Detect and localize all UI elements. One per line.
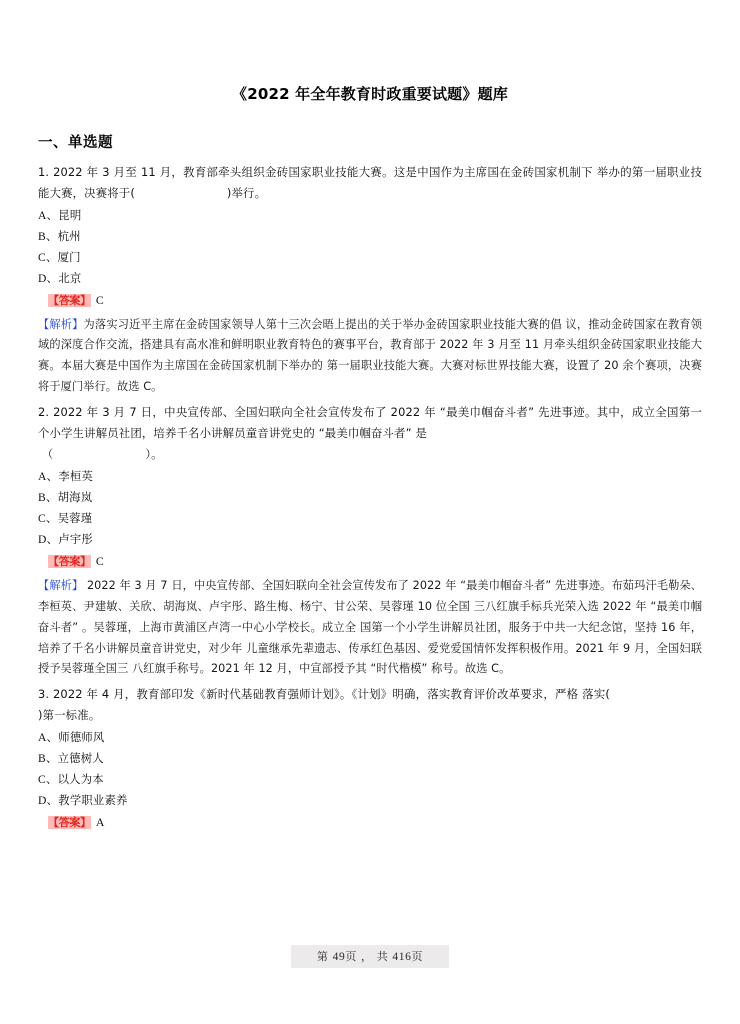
option-letter: A、	[38, 470, 59, 484]
current-page-number: 49	[332, 951, 346, 963]
option-letter: C、	[38, 772, 58, 786]
answer-row	[38, 550, 702, 574]
answer-row	[38, 811, 702, 835]
option-letter: A、	[38, 730, 59, 744]
option-a[interactable]	[38, 727, 702, 748]
option-d[interactable]	[38, 790, 702, 811]
option-text: 北京	[58, 270, 82, 285]
analysis-tag: 【解析】	[38, 579, 84, 593]
option-letter: B、	[38, 751, 58, 765]
question-stem-text: 3. 2022 年 4 月，教育部印发《新时代基础教育强师计划》。《计划》明确，落实教育评价改革要求，严格 落实(	[38, 687, 610, 702]
footer-suffix: 页	[411, 950, 424, 963]
option-a[interactable]	[38, 205, 702, 226]
answer-value: C	[95, 292, 104, 307]
section-heading-single-choice: 一、单选题	[38, 135, 113, 151]
option-text: 厦门	[57, 249, 81, 264]
answer-tag: 【答案】	[48, 555, 91, 569]
analysis-text: 为落实习近平主席在金砖国家领导人第十三次会晤上提出的关于举办金砖国家职业技能大赛的倡 议，推动金砖国家在教育领域的深度合作交流，搭建具有高水准和鲜明职业教育特色的赛事平台，教育部于 2022 年 3 月至 11 月牵头组织金砖国家职业技能大赛。本届大赛是中国作为主席国在金砖国家机制下举办的 第一届职业技能大赛。大赛对标世界技能大赛，设置了 20 余个赛项，决赛将于厦门举行。故选 C。	[38, 317, 702, 394]
question-stem	[38, 684, 702, 726]
option-text: 昆明	[58, 207, 82, 222]
option-b[interactable]	[38, 487, 702, 508]
option-text: 吴蓉瑾	[57, 511, 93, 526]
option-d[interactable]	[38, 529, 702, 550]
question-stem-text: 1. 2022 年 3 月至 11 月，教育部牵头组织金砖国家职业技能大赛。这是中国作为主席国在金砖国家机制下 举办的第一届职业技能大赛，决赛将于(	[38, 165, 702, 200]
option-text: 师德师风	[58, 729, 105, 744]
option-text: 立德树人	[57, 750, 104, 765]
option-text: 以人为本	[57, 771, 104, 786]
page-title: 《2022 年全年教育时政重要试题》题库	[232, 85, 508, 103]
option-letter: B、	[38, 229, 58, 243]
option-b[interactable]	[38, 226, 702, 247]
option-list	[38, 727, 702, 811]
page-footer	[0, 945, 740, 968]
answer-tag: 【答案】	[48, 293, 91, 307]
question-block	[38, 402, 702, 680]
question-stem	[38, 402, 702, 444]
question-stem-text: 2. 2022 年 3 月 7 日，中央宣传部、全国妇联向全社会宣传发布了 2022 年 “最美巾帼奋斗者” 先进事迹。其中，成立全国第一个小学生讲解员社团，培养千名小讲解员童音讲党史的 “最美巾帼奋斗者” 是	[38, 404, 702, 440]
footer-prefix: 第	[316, 950, 333, 963]
option-a[interactable]	[38, 466, 702, 487]
analysis-text: 2022 年 3 月 7 日，中央宣传部、全国妇联向全社会宣传发布了 2022 年 “最美巾帼奋斗者” 先进事迹。布茹玛汗毛勒朵、李桓英、尹建敏、关欣、胡海岚、卢宇彤、路生梅、杨宁、甘公荣、吴蓉瑾 10 位全国 三八红旗手标兵光荣入选 2022 年 “最美巾帼奋斗者” 。吴蓉瑾，上海市黄浦区卢湾一中心小学校长。成立全 国第一个小学生讲解员社团，服务于中共一大纪念馆，坚持 16 年，培养了千名小讲解员童音讲党史，对少年 儿童继承先辈遗志、传承红色基因、爱党爱国情怀发挥积极作用。2021 年 9 月，全国妇联授予吴蓉瑾全国三 八红旗手称号。2021 年 12 月，中宣部授予其 “时代楷模” 称号。故选 C。	[38, 579, 702, 676]
answer-value: A	[95, 815, 105, 830]
analysis-tag: 【解析】	[38, 317, 84, 331]
footer-middle: 页 ， 共	[345, 950, 393, 963]
analysis-paragraph	[38, 576, 702, 680]
blank-open-paren: （	[41, 447, 54, 462]
total-page-number: 416	[392, 951, 412, 963]
answer-row	[38, 289, 702, 313]
question-block	[38, 684, 702, 835]
page-number-band	[291, 945, 449, 968]
option-text: 卢宇彤	[58, 532, 93, 547]
option-c[interactable]	[38, 769, 702, 790]
question-stem	[38, 162, 702, 204]
question-stem-tail: )举行。	[226, 185, 267, 200]
question-stem-tail: )第一标准。	[38, 708, 101, 723]
option-c[interactable]	[38, 508, 702, 529]
option-letter: D、	[38, 533, 59, 547]
option-text: 李桓英	[58, 469, 93, 484]
option-letter: C、	[38, 512, 58, 526]
option-letter: D、	[38, 271, 59, 285]
option-d[interactable]	[38, 268, 702, 289]
option-list	[38, 205, 702, 289]
question-stem-tail: ）。	[145, 447, 163, 462]
analysis-paragraph	[38, 315, 702, 398]
question-block	[38, 162, 702, 398]
option-list	[38, 466, 702, 550]
option-letter: D、	[38, 794, 59, 808]
answer-tag: 【答案】	[48, 816, 91, 830]
option-letter: C、	[38, 250, 58, 264]
question-blank-line	[38, 444, 702, 465]
option-text: 杭州	[57, 228, 81, 243]
option-letter: B、	[38, 491, 58, 505]
option-text: 胡海岚	[57, 490, 93, 505]
answer-value: C	[95, 554, 104, 569]
option-b[interactable]	[38, 748, 702, 769]
option-text: 教学职业素养	[58, 793, 128, 808]
option-c[interactable]	[38, 247, 702, 268]
option-letter: A、	[38, 208, 59, 222]
